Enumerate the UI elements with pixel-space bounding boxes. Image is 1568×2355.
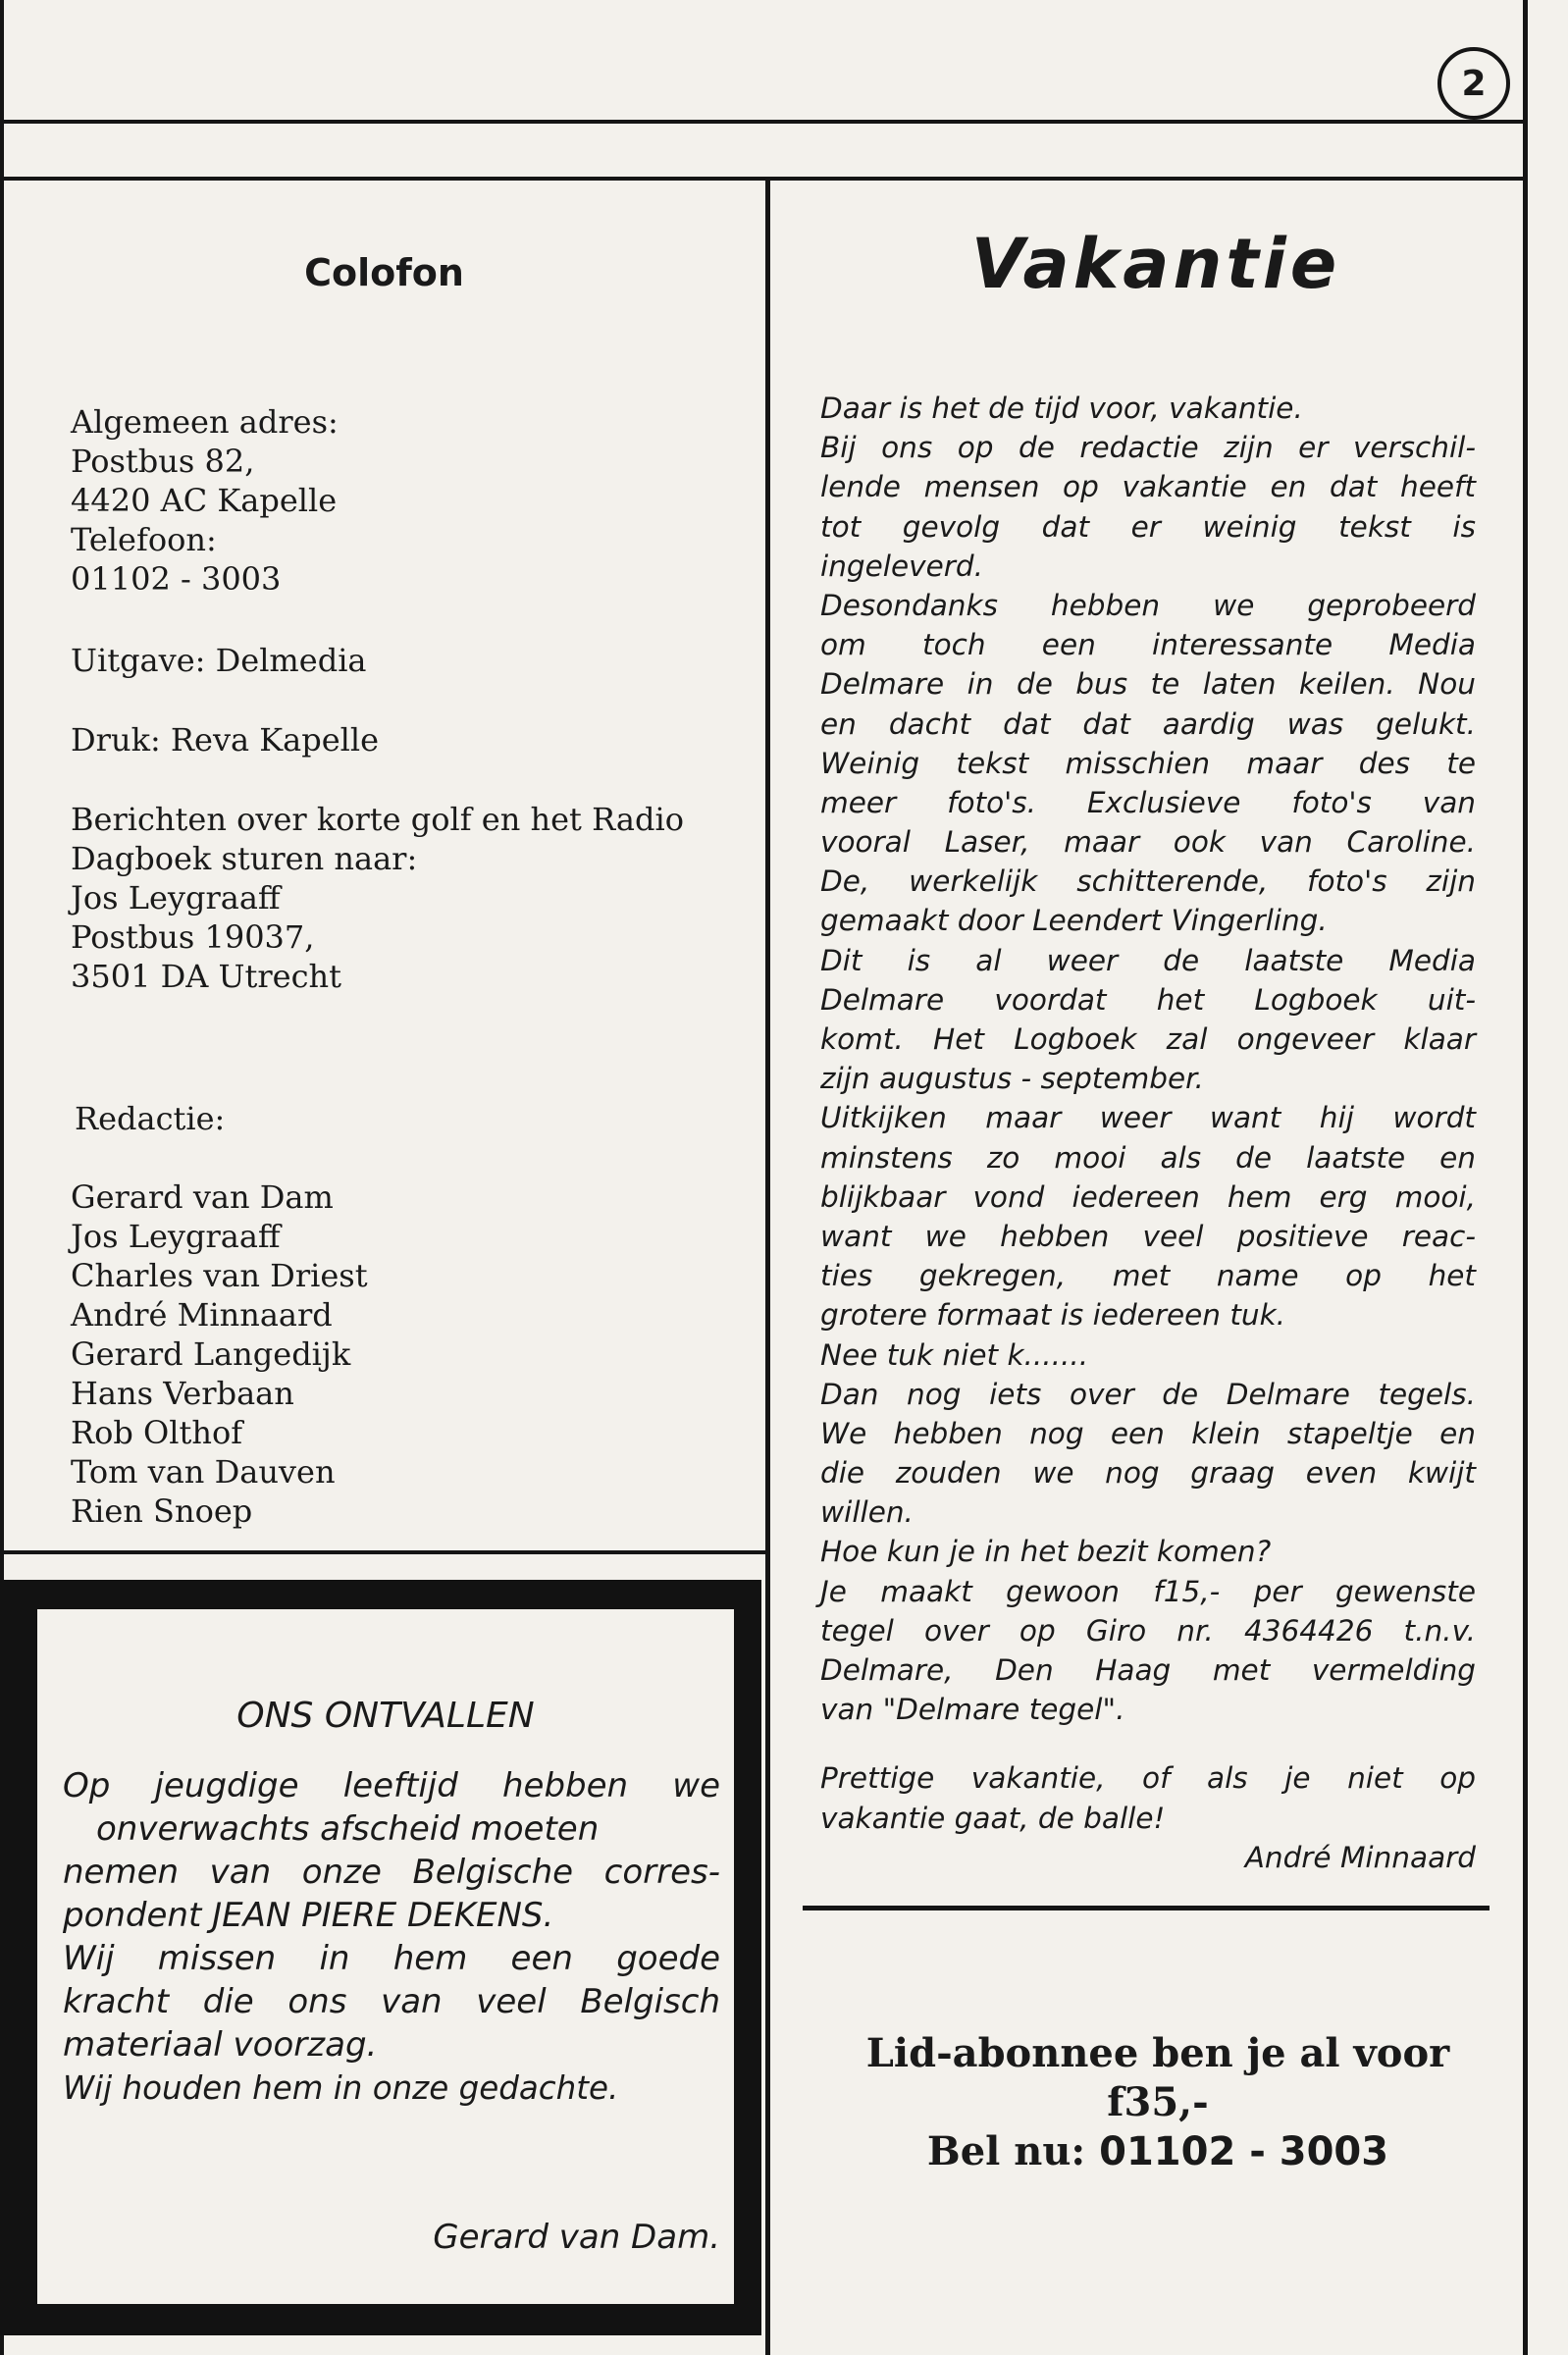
reports-line: Postbus 19037,: [71, 918, 315, 956]
promo-price: f35,-: [1107, 2079, 1209, 2125]
editor-name: Gerard Langedijk: [71, 1335, 351, 1373]
memorial-line: nemen van onze Belgische corres-: [63, 1853, 720, 1892]
article-line: Bij ons op de redactie zijn er verschil-: [820, 431, 1476, 465]
address-line: 4420 AC Kapelle: [71, 482, 338, 519]
editor-name: Jos Leygraaff: [71, 1218, 281, 1255]
paragraph-gap: [820, 1729, 1476, 1758]
editor-name: Hans Verbaan: [71, 1375, 294, 1412]
colofon-reports: [71, 800, 758, 996]
page-number-badge: 2: [1437, 47, 1510, 120]
article-line: vooral Laser, maar ook van Caroline.: [820, 825, 1476, 860]
article-line: om toch een interessante Media: [820, 628, 1476, 662]
article-line: Delmare, Den Haag met vermelding: [820, 1653, 1476, 1687]
article-line: meer foto's. Exclusieve foto's van: [820, 785, 1476, 819]
address-line: Telefoon:: [71, 521, 217, 558]
memorial-line: Wij missen in hem een goede: [63, 1939, 720, 1978]
article-line: Nee tuk niet k.......: [820, 1337, 1089, 1372]
vakantie-article: [820, 389, 1476, 1877]
reports-line: 3501 DA Utrecht: [71, 958, 341, 995]
editorial-label: Redactie:: [75, 1100, 226, 1137]
promo-phone: 01102 - 3003: [1099, 2129, 1389, 2174]
article-line: Dan nog iets over de Delmare tegels.: [820, 1377, 1476, 1411]
article-line: grotere formaat is iedereen tuk.: [820, 1298, 1286, 1333]
article-line: willen.: [820, 1495, 914, 1530]
article-line: ties gekregen, met name op het: [820, 1259, 1476, 1293]
article-line: Weinig tekst misschien maar des te: [820, 746, 1476, 780]
colofon-printer: Druk: Reva Kapelle: [71, 721, 380, 759]
memorial-box: [0, 1580, 761, 2335]
colofon-publisher: Uitgave: Delmedia: [71, 642, 367, 679]
article-line: Je maakt gewoon f15,- per gewenste: [820, 1574, 1476, 1608]
editor-list: [71, 1178, 758, 1531]
article-line: De, werkelijk schitterende, foto's zijn: [820, 864, 1476, 899]
editor-name: Rien Snoep: [71, 1492, 253, 1530]
article-signature: André Minnaard: [1244, 1840, 1476, 1874]
article-line: Delmare voordat het Logboek uit-: [820, 982, 1476, 1017]
article-line: tot gevolg dat er weinig tekst is: [820, 509, 1476, 544]
colofon-title: Colofon: [304, 251, 464, 294]
article-line: Uitkijken maar weer want hij wordt: [820, 1101, 1476, 1135]
promo-call: [785, 2127, 1531, 2176]
address-line: 01102 - 3003: [71, 560, 282, 598]
vakantie-title: Vakantie: [970, 224, 1341, 304]
memorial-line: pondent JEAN PIERE DEKENS.: [63, 1896, 554, 1935]
promo-call-label: Bel nu:: [926, 2128, 1086, 2174]
memorial-inner: [37, 1609, 734, 2304]
address-line: Algemeen adres:: [71, 403, 339, 441]
colofon-address: [71, 402, 758, 599]
vakantie-separator: [803, 1906, 1490, 1910]
reports-line: Berichten over korte golf en het Radio: [71, 801, 684, 838]
article-line: tegel over op Giro nr. 4364426 t.n.v.: [820, 1613, 1476, 1648]
article-line: zijn augustus - september.: [820, 1062, 1204, 1096]
editor-name: Gerard van Dam: [71, 1178, 334, 1216]
reports-line: Dagboek sturen naar:: [71, 840, 418, 877]
memorial-text: [63, 1764, 720, 2110]
editor-name: Charles van Driest: [71, 1257, 368, 1294]
reports-line: Jos Leygraaff: [71, 879, 281, 916]
article-line: en dacht dat dat aardig was gelukt.: [820, 706, 1476, 741]
editor-name: Rob Olthof: [71, 1414, 243, 1451]
header-rule-bottom: [0, 177, 1528, 181]
article-line: Delmare in de bus te laten keilen. Nou: [820, 667, 1476, 702]
column-divider: [765, 179, 770, 2355]
article-line: komt. Het Logboek zal ongeveer klaar: [820, 1022, 1476, 1056]
article-line: lende mensen op vakantie en dat heeft: [820, 470, 1476, 504]
editor-name: Tom van Dauven: [71, 1453, 336, 1491]
article-line: Hoe kun je in het bezit komen?: [820, 1535, 1272, 1569]
subscription-promo: [785, 2029, 1531, 2176]
memorial-signature: Gerard van Dam.: [433, 2218, 720, 2257]
right-border: [1523, 0, 1528, 2355]
memorial-line: Op jeugdige leeftijd hebben we: [63, 1766, 720, 1806]
article-line: ingeleverd.: [820, 549, 983, 583]
memorial-title: ONS ONTVALLEN: [236, 1696, 535, 1736]
article-line: blijkbaar vond iedereen hem erg mooi,: [820, 1179, 1476, 1214]
colofon-bottom-rule: [0, 1550, 768, 1554]
article-line: gemaakt door Leendert Vingerling.: [820, 904, 1328, 938]
article-line: minstens zo mooi als de laatste en: [820, 1140, 1476, 1175]
article-line: Daar is het de tijd voor, vakantie.: [820, 392, 1303, 425]
article-line: die zouden we nog graag even kwijt: [820, 1456, 1476, 1491]
memorial-line: materiaal voorzag.: [63, 2025, 378, 2065]
closing-line: vakantie gaat, de balle!: [820, 1801, 1166, 1835]
header-rule-top: [0, 120, 1528, 124]
memorial-line: kracht die ons van veel Belgisch: [63, 1982, 720, 2021]
article-line: van "Delmare tegel".: [820, 1693, 1125, 1727]
article-line: Desondanks hebben we geprobeerd: [820, 588, 1476, 622]
editor-name: André Minnaard: [71, 1296, 333, 1334]
promo-line: Lid-abonnee ben je al voor: [865, 2030, 1450, 2076]
article-line: We hebben nog een klein stapeltje en: [820, 1416, 1476, 1450]
address-line: Postbus 82,: [71, 443, 255, 480]
memorial-line: Wij houden hem in onze gedachte.: [63, 2069, 619, 2107]
memorial-line: onverwachts afscheid moeten: [96, 1809, 600, 1849]
article-line: Dit is al weer de laatste Media: [820, 943, 1476, 977]
article-line: want we hebben veel positieve reac-: [820, 1219, 1476, 1253]
closing-line: Prettige vakantie, of als je niet op: [820, 1761, 1476, 1796]
